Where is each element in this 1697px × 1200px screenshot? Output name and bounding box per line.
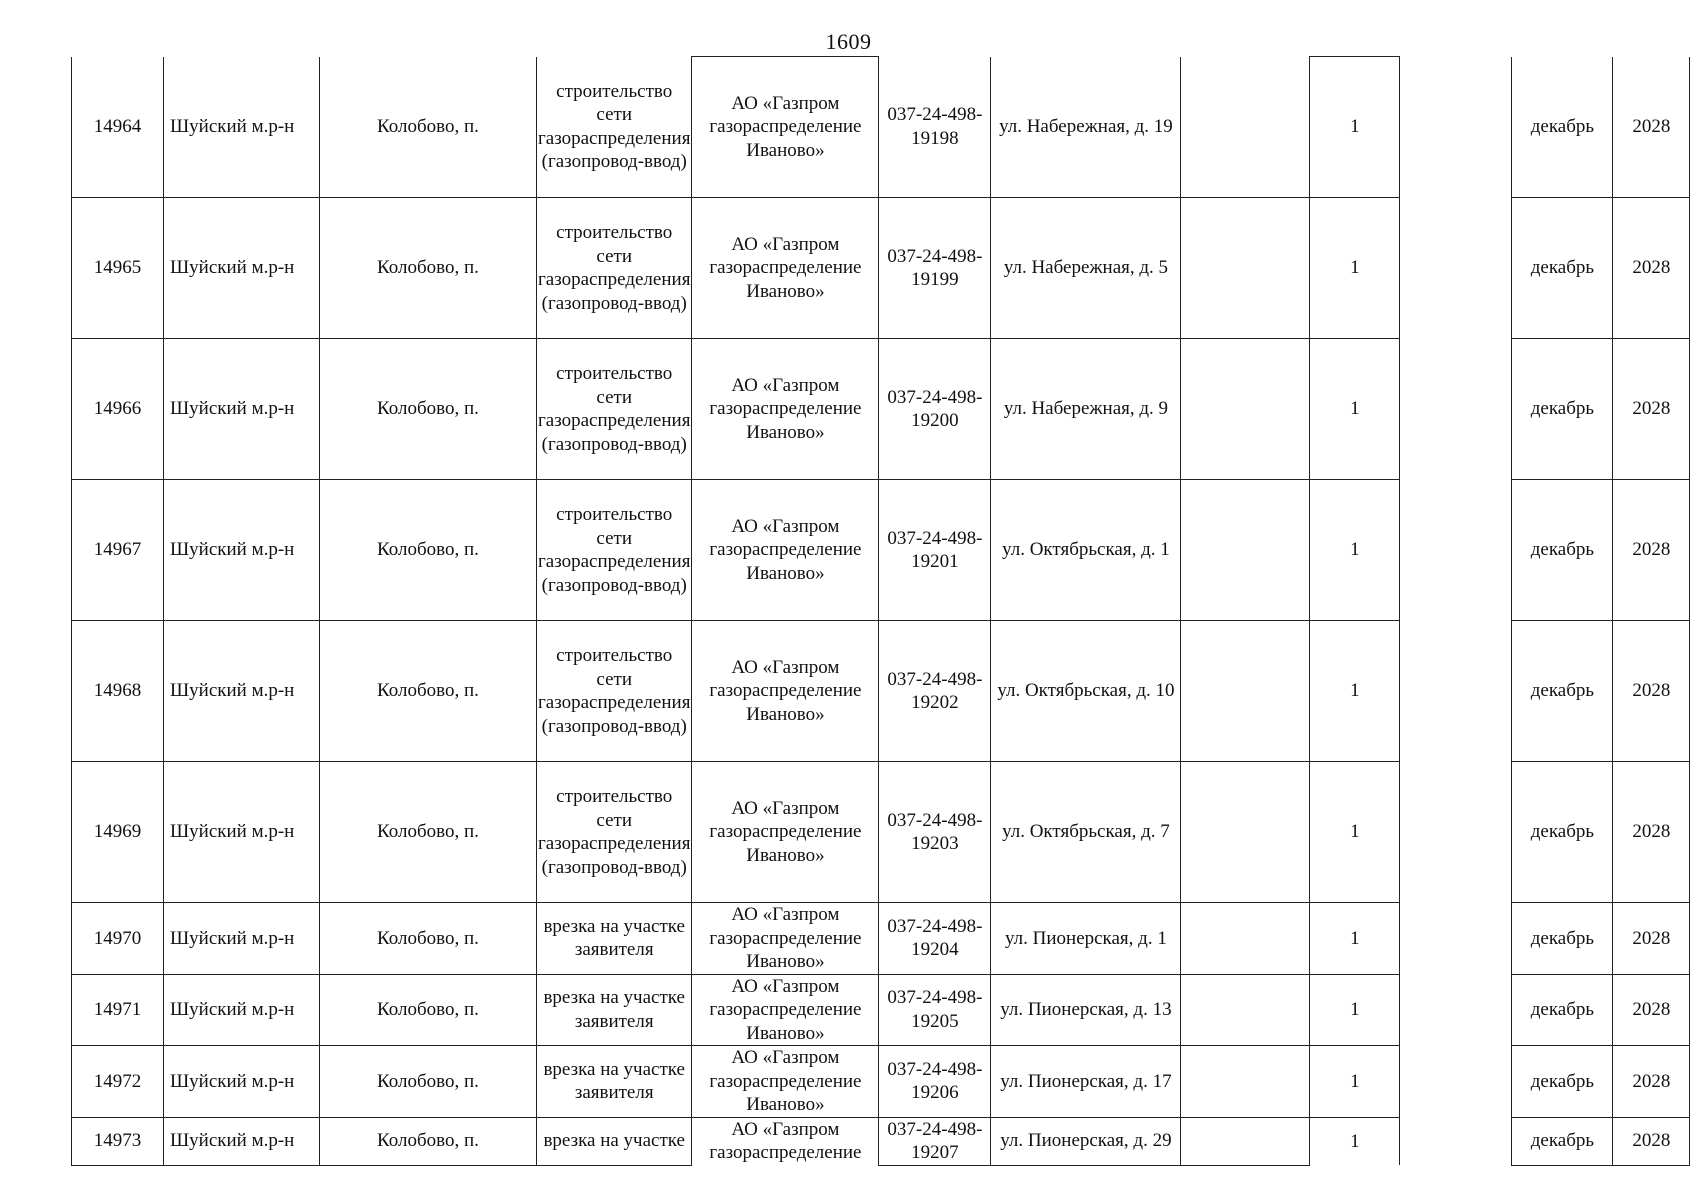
district-cell: Шуйский м.р-н: [164, 1046, 320, 1118]
district-cell: Шуйский м.р-н: [164, 974, 320, 1046]
work-type-cell: врезка на участке: [537, 1117, 692, 1165]
work-type-cell: строительство сети газораспределения (газопровод-ввод): [537, 198, 692, 339]
application-code-cell: 037-24-498-19206: [879, 1046, 991, 1118]
locality-cell: Колобово, п.: [320, 1117, 537, 1165]
quantity-cell: 1: [1310, 198, 1400, 339]
table-row: [72, 480, 1690, 621]
quantity-cell: 1: [1310, 903, 1400, 975]
empty-cell: [1181, 480, 1310, 621]
year-cell: 2028: [1613, 974, 1690, 1046]
locality-cell: Колобово, п.: [320, 903, 537, 975]
empty-cell: [1181, 903, 1310, 975]
work-type-cell: строительство сети газораспределения (газопровод-ввод): [537, 57, 692, 198]
month-cell: декабрь: [1512, 198, 1613, 339]
table-row: [72, 762, 1690, 903]
work-type-cell: строительство сети газораспределения (газопровод-ввод): [537, 339, 692, 480]
address-cell: ул. Октябрьская, д. 7: [991, 762, 1181, 903]
empty-cell: [1181, 974, 1310, 1046]
quantity-cell: 1: [1310, 1046, 1400, 1118]
month-cell: декабрь: [1512, 974, 1613, 1046]
organization-cell: АО «Газпром газораспределение Иваново»: [692, 621, 879, 762]
organization-cell: АО «Газпром газораспределение Иваново»: [692, 57, 879, 198]
row-number-cell: 14973: [72, 1117, 164, 1165]
row-number-cell: 14970: [72, 903, 164, 975]
locality-cell: Колобово, п.: [320, 974, 537, 1046]
address-cell: ул. Пионерская, д. 1: [991, 903, 1181, 975]
address-cell: ул. Пионерская, д. 17: [991, 1046, 1181, 1118]
address-cell: ул. Набережная, д. 9: [991, 339, 1181, 480]
work-type-cell: врезка на участке заявителя: [537, 903, 692, 975]
quantity-cell: 1: [1310, 480, 1400, 621]
quantity-cell: 1: [1310, 974, 1400, 1046]
empty-cell: [1400, 480, 1512, 621]
organization-cell: АО «Газпром газораспределение Иваново»: [692, 762, 879, 903]
month-cell: декабрь: [1512, 1046, 1613, 1118]
table-body: [72, 57, 1690, 1166]
row-number-cell: 14968: [72, 621, 164, 762]
month-cell: декабрь: [1512, 1117, 1613, 1165]
application-code-cell: 037-24-498-19200: [879, 339, 991, 480]
locality-cell: Колобово, п.: [320, 480, 537, 621]
district-cell: Шуйский м.р-н: [164, 339, 320, 480]
empty-cell: [1400, 198, 1512, 339]
year-cell: 2028: [1613, 198, 1690, 339]
organization-cell: АО «Газпром газораспределение Иваново»: [692, 974, 879, 1046]
row-number-cell: 14964: [72, 57, 164, 198]
year-cell: 2028: [1613, 762, 1690, 903]
locality-cell: Колобово, п.: [320, 1046, 537, 1118]
row-number-cell: 14966: [72, 339, 164, 480]
application-code-cell: 037-24-498-19202: [879, 621, 991, 762]
empty-cell: [1400, 339, 1512, 480]
address-cell: ул. Пионерская, д. 29: [991, 1117, 1181, 1165]
row-number-cell: 14972: [72, 1046, 164, 1118]
address-cell: ул. Октябрьская, д. 1: [991, 480, 1181, 621]
empty-cell: [1181, 1046, 1310, 1118]
district-cell: Шуйский м.р-н: [164, 762, 320, 903]
month-cell: декабрь: [1512, 339, 1613, 480]
district-cell: Шуйский м.р-н: [164, 480, 320, 621]
application-code-cell: 037-24-498-19207: [879, 1117, 991, 1165]
empty-cell: [1181, 762, 1310, 903]
empty-cell: [1400, 1117, 1512, 1165]
quantity-cell: 1: [1310, 621, 1400, 762]
work-type-cell: строительство сети газораспределения (газопровод-ввод): [537, 621, 692, 762]
table-row: [72, 974, 1690, 1046]
work-type-cell: строительство сети газораспределения (газопровод-ввод): [537, 480, 692, 621]
year-cell: 2028: [1613, 480, 1690, 621]
application-code-cell: 037-24-498-19205: [879, 974, 991, 1046]
organization-cell: АО «Газпром газораспределение Иваново»: [692, 480, 879, 621]
organization-cell: АО «Газпром газораспределение Иваново»: [692, 339, 879, 480]
year-cell: 2028: [1613, 1046, 1690, 1118]
district-cell: Шуйский м.р-н: [164, 57, 320, 198]
empty-cell: [1181, 1117, 1310, 1165]
year-cell: 2028: [1613, 339, 1690, 480]
month-cell: декабрь: [1512, 480, 1613, 621]
empty-cell: [1400, 57, 1512, 198]
month-cell: декабрь: [1512, 762, 1613, 903]
year-cell: 2028: [1613, 1117, 1690, 1165]
application-code-cell: 037-24-498-19204: [879, 903, 991, 975]
table-row: [72, 621, 1690, 762]
district-cell: Шуйский м.р-н: [164, 198, 320, 339]
application-code-cell: 037-24-498-19201: [879, 480, 991, 621]
work-type-cell: врезка на участке заявителя: [537, 974, 692, 1046]
schedule-table: [71, 56, 1690, 1166]
table-row: [72, 903, 1690, 975]
empty-cell: [1181, 339, 1310, 480]
row-number-cell: 14965: [72, 198, 164, 339]
table-row: [72, 1117, 1690, 1165]
month-cell: декабрь: [1512, 621, 1613, 762]
district-cell: Шуйский м.р-н: [164, 1117, 320, 1165]
application-code-cell: 037-24-498-19203: [879, 762, 991, 903]
address-cell: ул. Набережная, д. 5: [991, 198, 1181, 339]
empty-cell: [1181, 57, 1310, 198]
application-code-cell: 037-24-498-19198: [879, 57, 991, 198]
locality-cell: Колобово, п.: [320, 621, 537, 762]
locality-cell: Колобово, п.: [320, 198, 537, 339]
table-row: [72, 1046, 1690, 1118]
row-number-cell: 14967: [72, 480, 164, 621]
table-row: [72, 198, 1690, 339]
empty-cell: [1400, 621, 1512, 762]
month-cell: декабрь: [1512, 903, 1613, 975]
work-type-cell: строительство сети газораспределения (газопровод-ввод): [537, 762, 692, 903]
locality-cell: Колобово, п.: [320, 57, 537, 198]
organization-cell: АО «Газпром газораспределение: [692, 1117, 879, 1165]
organization-cell: АО «Газпром газораспределение Иваново»: [692, 903, 879, 975]
address-cell: ул. Октябрьская, д. 10: [991, 621, 1181, 762]
empty-cell: [1181, 621, 1310, 762]
year-cell: 2028: [1613, 621, 1690, 762]
address-cell: ул. Набережная, д. 19: [991, 57, 1181, 198]
month-cell: декабрь: [1512, 57, 1613, 198]
district-cell: Шуйский м.р-н: [164, 903, 320, 975]
organization-cell: АО «Газпром газораспределение Иваново»: [692, 198, 879, 339]
year-cell: 2028: [1613, 57, 1690, 198]
empty-cell: [1181, 198, 1310, 339]
district-cell: Шуйский м.р-н: [164, 621, 320, 762]
address-cell: ул. Пионерская, д. 13: [991, 974, 1181, 1046]
application-code-cell: 037-24-498-19199: [879, 198, 991, 339]
quantity-cell: 1: [1310, 57, 1400, 198]
row-number-cell: 14969: [72, 762, 164, 903]
empty-cell: [1400, 762, 1512, 903]
organization-cell: АО «Газпром газораспределение Иваново»: [692, 1046, 879, 1118]
locality-cell: Колобово, п.: [320, 339, 537, 480]
page-number: 1609: [825, 29, 872, 54]
row-number-cell: 14971: [72, 974, 164, 1046]
quantity-cell: 1: [1310, 1117, 1400, 1165]
empty-cell: [1400, 903, 1512, 975]
table-row: [72, 339, 1690, 480]
quantity-cell: 1: [1310, 339, 1400, 480]
quantity-cell: 1: [1310, 762, 1400, 903]
locality-cell: Колобово, п.: [320, 762, 537, 903]
table-row: [72, 57, 1690, 198]
work-type-cell: врезка на участке заявителя: [537, 1046, 692, 1118]
year-cell: 2028: [1613, 903, 1690, 975]
empty-cell: [1400, 1046, 1512, 1118]
empty-cell: [1400, 974, 1512, 1046]
